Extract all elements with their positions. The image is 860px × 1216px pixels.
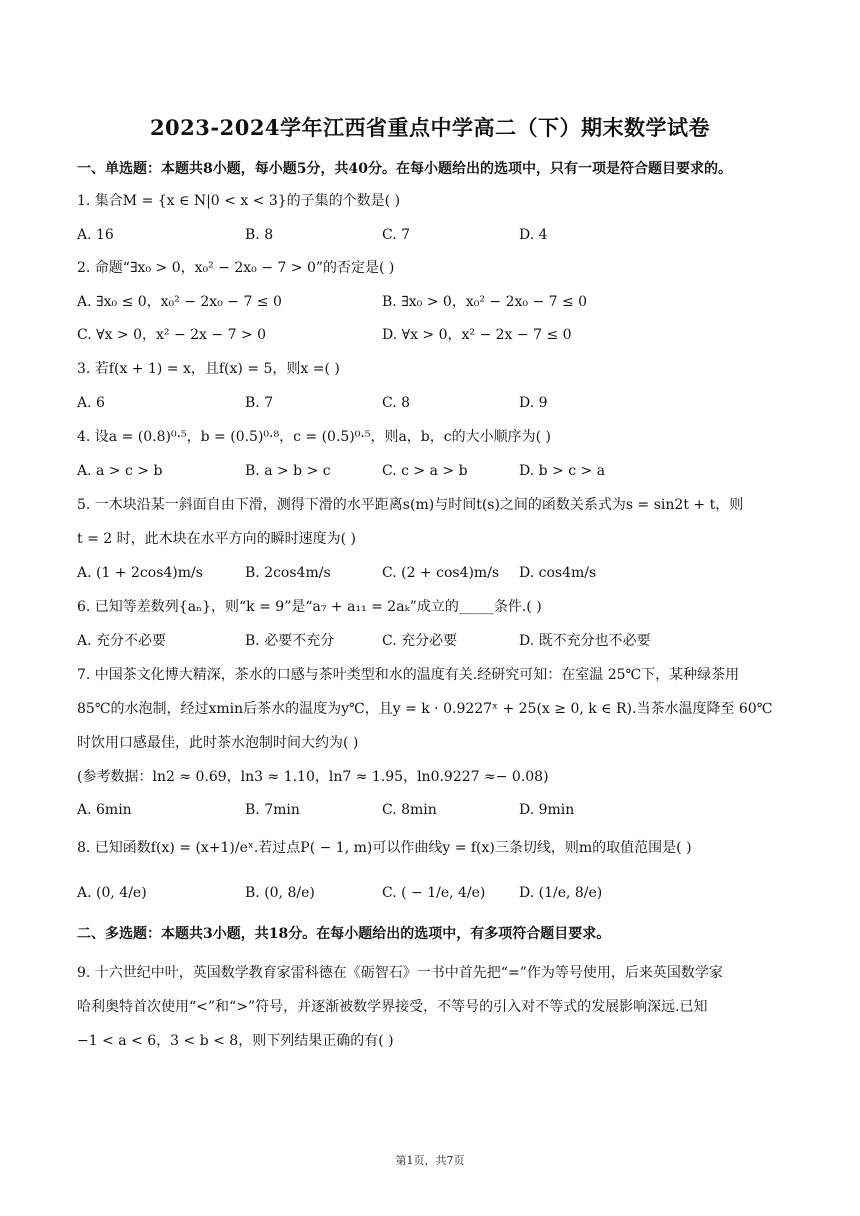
q1-option-d: D. 4 bbox=[519, 227, 548, 243]
section-heading-single-choice: 一、单选题：本题共8小题，每小题5分，共40分。在每小题给出的选项中，只有一项是符合题目要求的。 bbox=[77, 161, 732, 177]
q3-option-b: B. 7 bbox=[245, 395, 274, 411]
question-5-stem-line-2: t = 2 时，此木块在水平方向的瞬时速度为( ) bbox=[77, 531, 356, 547]
q4-option-b: B. a > b > c bbox=[245, 463, 331, 479]
q6-option-a: A. 充分不必要 bbox=[77, 633, 167, 649]
q1-option-b: B. 8 bbox=[245, 227, 274, 243]
q4-option-a: A. a > c > b bbox=[77, 463, 163, 479]
question-5-stem-line-1: 5. 一木块沿某一斜面自由下滑，测得下滑的水平距离s(m)与时间t(s)之间的函数关系式为s = sin2t + t，则 bbox=[77, 497, 744, 513]
q4-option-c: C. c > a > b bbox=[382, 463, 468, 479]
question-7-stem-line-3: 时饮用口感最佳，此时茶水泡制时间大约为( ) bbox=[77, 735, 359, 751]
q5-option-d: D. cos4m/s bbox=[519, 565, 597, 581]
question-7-stem-line-1: 7. 中国茶文化博大精深，茶水的口感与茶叶类型和水的温度有关.经研究可知：在室温 25℃下，某种绿茶用 bbox=[77, 667, 740, 683]
q3-option-d: D. 9 bbox=[519, 395, 548, 411]
question-9-stem-line-1: 9. 十六世纪中叶，英国数学教育家雷科德在《砺智石》一书中首先把“=”作为等号使用，后来英国数学家 bbox=[77, 965, 723, 981]
q2-option-a: A. ∃x₀ ≤ 0，x₀² − 2x₀ − 7 ≤ 0 bbox=[77, 294, 282, 310]
q1-option-a: A. 16 bbox=[77, 227, 114, 243]
page-title: 2023-2024学年江西省重点中学高二（下）期末数学试卷 bbox=[149, 115, 711, 140]
q7-option-d: D. 9min bbox=[519, 802, 575, 818]
question-1-stem: 1. 集合M = {x ∈ N|0 < x < 3}的子集的个数是( ) bbox=[77, 193, 401, 209]
q5-option-c: C. (2 + cos4)m/s bbox=[382, 565, 500, 581]
q8-option-b: B. (0, 8/e) bbox=[245, 885, 315, 901]
q2-option-d: D. ∀x > 0，x² − 2x − 7 ≤ 0 bbox=[382, 327, 572, 343]
question-7-reference-data: (参考数据：ln2 ≈ 0.69，ln3 ≈ 1.10，ln7 ≈ 1.95，ln0.9227 ≈− 0.08) bbox=[77, 769, 549, 785]
q3-option-a: A. 6 bbox=[77, 395, 105, 411]
q7-option-b: B. 7min bbox=[245, 802, 300, 818]
question-9-stem-line-2: 哈利奥特首次使用“<”和“>”符号，并逐渐被数学界接受，不等号的引入对不等式的发展影响深远.已知 bbox=[77, 999, 708, 1015]
q8-option-d: D. (1/e, 8/e) bbox=[519, 885, 603, 901]
section-heading-multiple-choice: 二、多选题：本题共3小题，共18分。在每小题给出的选项中，有多项符合题目要求。 bbox=[77, 926, 611, 942]
q5-option-a: A. (1 + 2cos4)m/s bbox=[77, 565, 203, 581]
question-8-stem: 8. 已知函数f(x) = (x+1)/eˣ.若过点P( − 1, m)可以作曲线y = f(x)三条切线，则m的取值范围是( ) bbox=[77, 840, 692, 856]
q7-option-c: C. 8min bbox=[382, 802, 437, 818]
q8-option-c: C. ( − 1/e, 4/e) bbox=[382, 885, 486, 901]
q5-option-b: B. 2cos4m/s bbox=[245, 565, 331, 581]
question-7-stem-line-2: 85℃的水泡制，经过xmin后茶水的温度为y℃，且y = k · 0.9227ˣ + 25(x ≥ 0, k ∈ R).当茶水温度降至 60℃ bbox=[77, 701, 773, 717]
q2-option-b: B. ∃x₀ > 0，x₀² − 2x₀ − 7 ≤ 0 bbox=[382, 294, 588, 310]
q8-option-a: A. (0, 4/e) bbox=[77, 885, 147, 901]
question-3-stem: 3. 若f(x + 1) = x，且f(x) = 5，则x =( ) bbox=[77, 361, 340, 377]
q1-option-c: C. 7 bbox=[382, 227, 411, 243]
q3-option-c: C. 8 bbox=[382, 395, 411, 411]
q6-option-c: C. 充分必要 bbox=[382, 633, 458, 649]
q4-option-d: D. b > c > a bbox=[519, 463, 606, 479]
q6-option-d: D. 既不充分也不必要 bbox=[519, 633, 651, 649]
question-4-stem: 4. 设a = (0.8)⁰·⁵，b = (0.5)⁰·⁸，c = (0.5)⁰·⁵，则a，b，c的大小顺序为( ) bbox=[77, 429, 551, 445]
question-6-stem: 6. 已知等差数列{aₙ}，则“k = 9”是“a₇ + a₁₁ = 2aₖ”成立的_____条件.( ) bbox=[77, 599, 542, 615]
page-footer: 第1页，共7页 bbox=[395, 1154, 465, 1167]
q7-option-a: A. 6min bbox=[77, 802, 132, 818]
q2-option-c: C. ∀x > 0，x² − 2x − 7 > 0 bbox=[77, 327, 267, 343]
question-2-stem: 2. 命题“∃x₀ > 0，x₀² − 2x₀ − 7 > 0”的否定是( ) bbox=[77, 260, 395, 276]
q6-option-b: B. 必要不充分 bbox=[245, 633, 335, 649]
question-9-stem-line-3: −1 < a < 6，3 < b < 8，则下列结果正确的有( ) bbox=[77, 1033, 394, 1049]
